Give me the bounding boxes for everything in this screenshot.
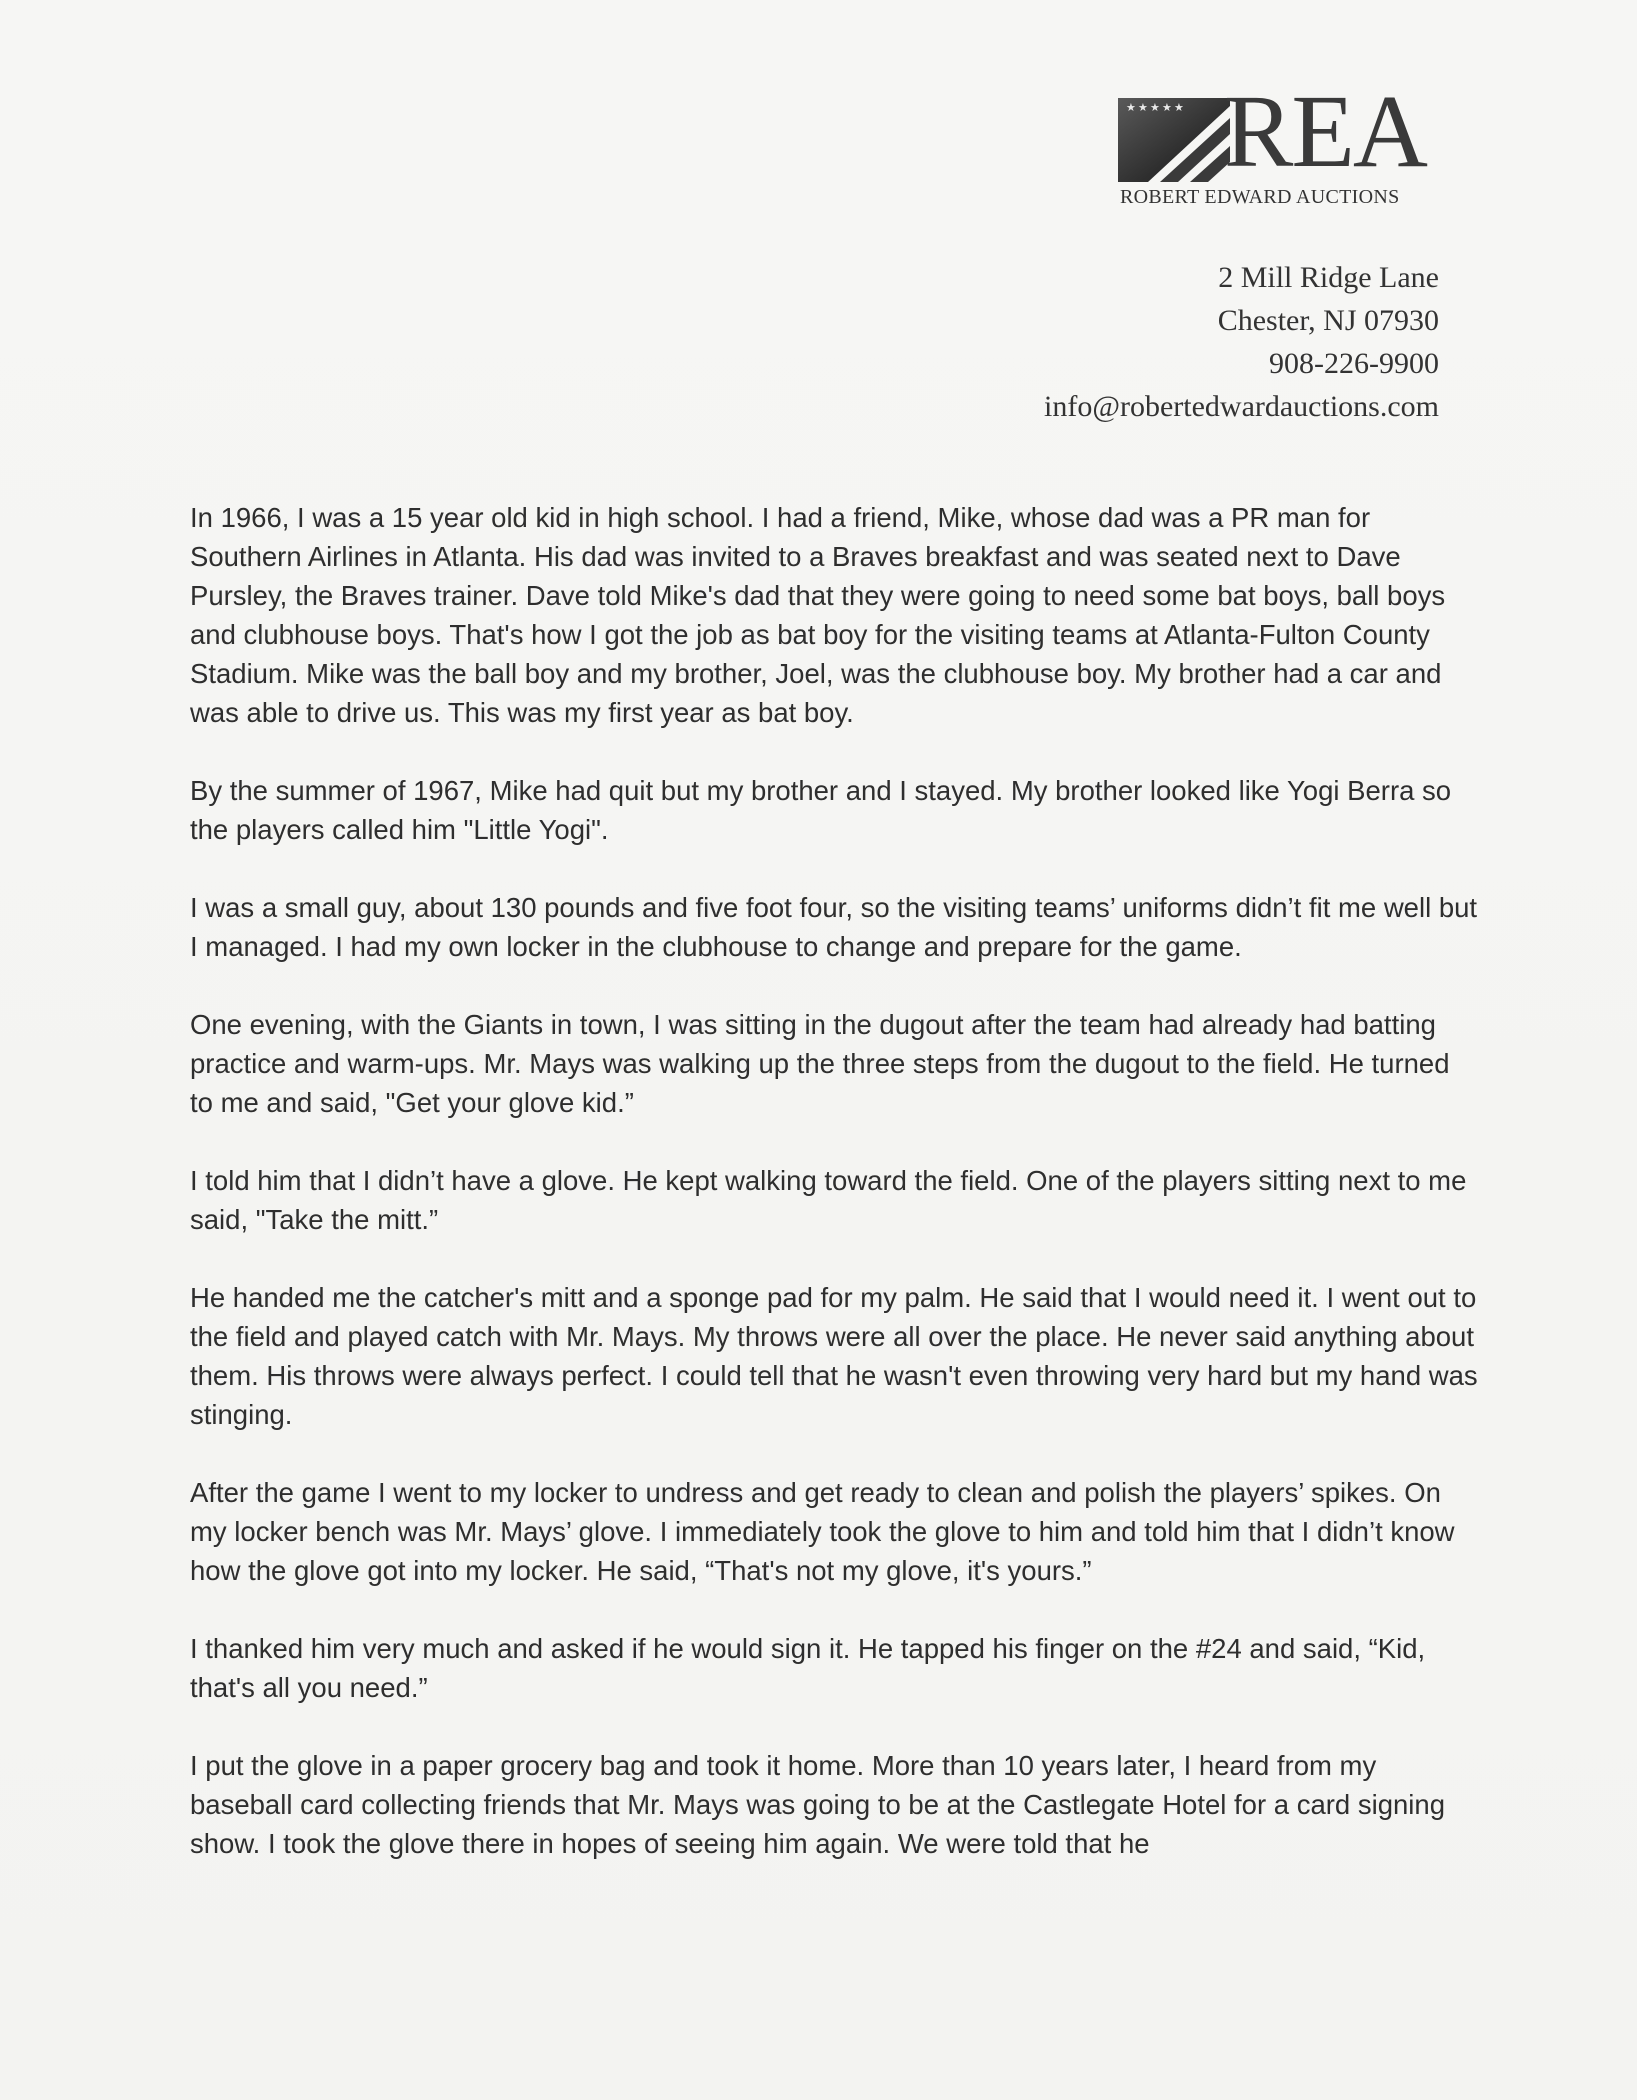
address-block <box>1044 256 1439 428</box>
paragraph: In 1966, I was a 15 year old kid in high school. I had a friend, Mike, whose dad was a PR man for Southern Airlines in Atlanta. His dad was invited to a Braves breakfast and was seated next to Dave Pursley, the Braves trainer. Dave told Mike's dad that they were going to need some bat boys, ball boys and clubhouse boys. That's how I got the job as bat boy for the visiting teams at Atlanta-Fulton County Stadium. Mike was the ball boy and my brother, Joel, was the clubhouse boy. My brother had a car and was able to drive us. This was my first year as bat boy. <box>190 502 1446 728</box>
paragraph: I thanked him very much and asked if he would sign it. He tapped his finger on the #24 and said, “Kid, that's all you need.” <box>190 1633 1426 1703</box>
paragraph: I told him that I didn’t have a glove. He kept walking toward the field. One of the players sitting next to me said, "Take the mitt.” <box>190 1165 1467 1235</box>
address-street: 2 Mill Ridge Lane <box>1218 261 1439 294</box>
paragraph: By the summer of 1967, Mike had quit but my brother and I stayed. My brother looked like Yogi Berra so the players called him "Little Yogi". <box>190 775 1452 845</box>
address-city: Chester, NJ 07930 <box>1217 304 1439 337</box>
paragraph: I was a small guy, about 130 pounds and five foot four, so the visiting teams’ uniforms didn’t fit me well but I managed. I had my own locker in the clubhouse to change and prepare for the game. <box>190 892 1478 962</box>
rea-logo <box>1118 74 1438 210</box>
paragraph: One evening, with the Giants in town, I was sitting in the dugout after the team had already had batting practice and warm-ups. Mr. Mays was walking up the three steps from the dugout to the field. He turned to me and said, "Get your glove kid.” <box>190 1009 1450 1118</box>
paragraph: He handed me the catcher's mitt and a sponge pad for my palm. He said that I would need it. I went out to the field and played catch with Mr. Mays. My throws were all over the place. He never said anything about them. His throws were always perfect. I could tell that he wasn't even throwing very hard but my hand was stinging. <box>190 1282 1478 1430</box>
logo-letters: REA <box>1224 74 1426 189</box>
company-name: ROBERT EDWARD AUCTIONS <box>1120 186 1400 208</box>
svg-text:★: ★ <box>1150 101 1160 114</box>
paragraph: After the game I went to my locker to undress and get ready to clean and polish the players’ spikes. On my locker bench was Mr. Mays’ glove. I immediately took the glove to him and told him that I didn’t know how the glove got into my locker. He said, “That's not my glove, it's yours.” <box>190 1477 1455 1586</box>
svg-text:★: ★ <box>1126 101 1136 114</box>
letter-body <box>190 498 1480 1902</box>
flag-stripes-stars-icon <box>1118 98 1230 182</box>
address-email: info@robertedwardauctions.com <box>1044 390 1439 423</box>
paragraph: I put the glove in a paper grocery bag and took it home. More than 10 years later, I heard from my baseball card collecting friends that Mr. Mays was going to be at the Castlegate Hotel for a card signing show. I took the glove there in hopes of seeing him again. We were told that he <box>190 1750 1445 1859</box>
svg-text:★: ★ <box>1174 101 1184 114</box>
svg-text:★: ★ <box>1162 101 1172 114</box>
address-phone: 908-226-9900 <box>1269 347 1439 380</box>
svg-text:★: ★ <box>1138 101 1148 114</box>
